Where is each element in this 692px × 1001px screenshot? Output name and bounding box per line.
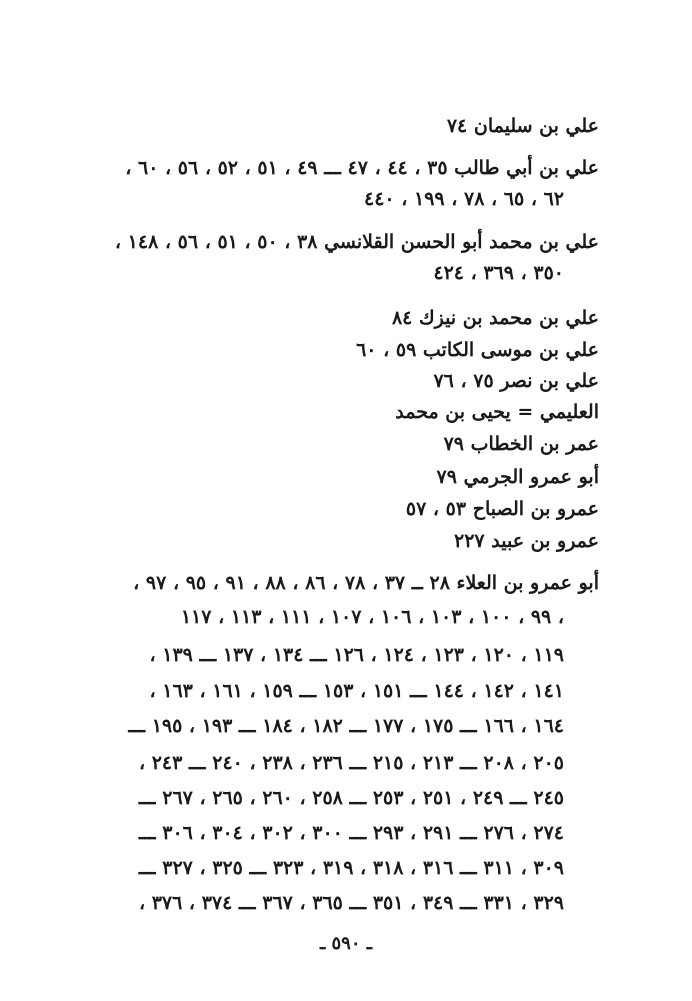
index-entry-continuation: ٣٥٠ ، ٣٦٩ ، ٤٢٤ [433, 262, 564, 284]
index-entry-continuation: ٢٧٤ ، ٢٧٦ ـــ ٢٩١ ، ٢٩٣ ـــ ٣٠٠ ، ٣٠٢ ، ٣٠٤ ، ٣٠٦ ـــ [138, 822, 564, 844]
index-entry-continuation: ٦٢ ، ٦٥ ، ٧٨ ، ١٩٩ ، ٤٤٠ [363, 188, 564, 210]
index-entry: علي بن محمد بن نيزك ٨٤ [391, 307, 599, 329]
index-entry-continuation: ١٤١ ، ١٤٢ ، ١٤٤ ـــ ١٥١ ، ١٥٣ ـــ ١٥٩ ، ١٦١ ، ١٦٣ ، [149, 680, 564, 702]
index-entry-continuation: ٣٠٩ ، ٣١١ ـــ ٣١٦ ، ٣١٨ ، ٣١٩ ، ٣٢٣ ـــ ٣٢٥ ، ٣٢٧ ـــ [138, 857, 564, 879]
index-entry: عمرو بن الصباح ٥٣ ، ٥٧ [405, 498, 599, 520]
index-entry: علي بن سليمان ٧٤ [446, 115, 599, 137]
index-entry: عمر بن الخطاب ٧٩ [443, 433, 599, 455]
index-entry: أبو عمرو الجرمي ٧٩ [436, 466, 599, 488]
index-entry: علي بن أبي طالب ٣٥ ، ٤٤ ، ٤٧ ـــ ٤٩ ، ٥١ ، ٥٢ ، ٥٦ ، ٦٠ ، [125, 157, 599, 179]
index-entry: عمرو بن عبيد ٢٢٧ [454, 530, 599, 552]
index-entry-continuation: ١٦٤ ، ١٦٦ ـــ ١٧٥ ، ١٧٧ ـــ ١٨٢ ، ١٨٤ ـــ ١٩٣ ، ١٩٥ ـــ [128, 715, 564, 737]
index-entry: علي بن نصر ٧٥ ، ٧٦ [433, 370, 599, 392]
page-number: ـ ٥٩٠ ـ [319, 933, 373, 954]
index-entry: أبو عمرو بن العلاء ٢٨ ــ ٣٧ ، ٧٨ ، ٨٦ ، ٨٨ ، ٩١ ، ٩٥ ، ٩٧ ، [133, 572, 599, 594]
index-entry-continuation: ٣٢٩ ، ٣٣١ ـــ ٣٤٩ ، ٣٥١ ـــ ٣٦٥ ، ٣٦٧ ـــ ٣٧٤ ، ٣٧٦ ، [138, 892, 564, 914]
index-entry: علي بن موسى الكاتب ٥٩ ، ٦٠ [356, 339, 599, 361]
index-entry-continuation: ٢٤٥ ـــ ٢٤٩ ، ٢٥١ ، ٢٥٣ ـــ ٢٥٨ ، ٢٦٠ ، ٢٦٥ ، ٢٦٧ ـــ [138, 787, 564, 809]
index-entry: العليمي = يحيى بن محمد [395, 401, 599, 423]
index-entry-continuation: ٩٩ ، ١٠٠ ، ١٠٣ ، ١٠٦ ، ١٠٧ ، ١١١ ، ١١٣ ، ١١٧ ، [180, 606, 564, 628]
index-entry-continuation: ١١٩ ، ١٢٠ ، ١٢٣ ، ١٢٤ ، ١٢٦ ـــ ١٣٤ ، ١٣٧ ـــ ١٣٩ ، [149, 644, 564, 666]
index-entry: علي بن محمد أبو الحسن القلانسي ٣٨ ، ٥٠ ، ٥١ ، ٥٦ ، ١٤٨ ، [114, 231, 599, 253]
index-entry-continuation: ٢٠٥ ، ٢٠٨ ـــ ٢١٣ ، ٢١٥ ـــ ٢٣٦ ، ٢٣٨ ، ٢٤٠ ـــ ٢٤٣ ، [138, 752, 564, 774]
